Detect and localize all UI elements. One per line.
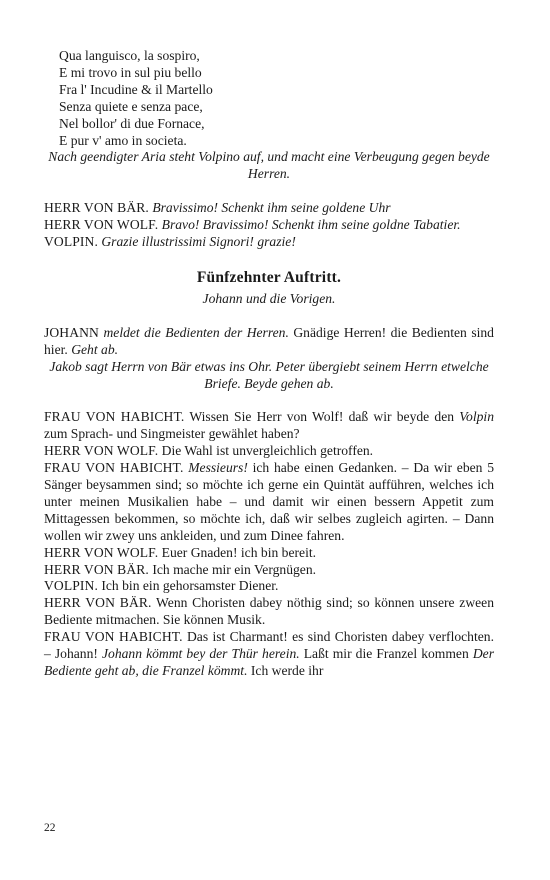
- dialogue-line: [44, 443, 494, 460]
- verse-line: E mi trovo in sul piu bello: [59, 64, 202, 80]
- speech-text: Wenn Choristen dabey nöthig sind; so können unsere zween Bediente mitmachen. Sie können Musik.: [44, 595, 495, 628]
- speech-text: Ich werde ihr: [250, 663, 324, 678]
- stage-direction: Nach geendigter Aria steht Volpino auf, und macht eine Verbeugung gegen beyde Herren.: [48, 149, 490, 182]
- speech-text: Das ist Charmant! es sind Choristen dabey verflochten. – Johann!: [44, 629, 494, 662]
- speech-text-italic: Messieurs!: [188, 460, 248, 476]
- dialogue-line: [44, 234, 494, 251]
- speech-text: Ich bin ein gehorsamster Diener.: [101, 578, 279, 594]
- stage-direction-inline: Geht ab.: [71, 341, 119, 357]
- speaker-name: VOLPIN.: [44, 234, 98, 250]
- spacer: [44, 183, 494, 200]
- verse-line: Senza quiete e senza pace,: [59, 98, 203, 114]
- speaker-name: VOLPIN.: [44, 578, 98, 594]
- speech-text: Wissen Sie Herr von Wolf! daß wir beyde den: [189, 409, 455, 425]
- stage-direction-inline: meldet die Bedienten der Herren.: [103, 324, 289, 340]
- speech-text: Grazie illustrissimi Signori! grazie!: [101, 234, 296, 250]
- verse-line: Fra l' Incudine & il Martello: [59, 81, 213, 97]
- speech-text: Bravo! Bravissimo! Schenkt ihm seine goldne Tabatier.: [161, 217, 461, 233]
- scene-title: Fünfzehnter Auftritt.: [196, 268, 342, 286]
- speech-text: Ich mache mir ein Vergnügen.: [152, 561, 317, 577]
- speaker-name: FRAU VON HABICHT.: [44, 629, 183, 645]
- speaker-name: HERR VON WOLF.: [44, 544, 159, 560]
- verse-line: E pur v' amo in societa.: [59, 132, 187, 148]
- speaker-name: FRAU VON HABICHT.: [44, 460, 184, 476]
- speech-text: Die Wahl ist unvergleichlich getroffen.: [161, 443, 374, 459]
- verse-line: Qua languisco, la sospiro,: [59, 48, 200, 63]
- aria-verse: [44, 48, 494, 149]
- dialogue-line: [44, 629, 494, 680]
- speech-text: Gnädige Herren! die Bedienten sind hier.: [44, 324, 494, 357]
- stage-direction: Jakob sagt Herrn von Bär etwas ins Ohr. Peter übergiebt seinem Herrn etwelche Briefe. Beyde gehen ab.: [49, 358, 489, 391]
- spacer: [44, 308, 494, 325]
- dialogue-line: [44, 200, 494, 217]
- speech-text: zum Sprach- und Singmeister gewählet haben?: [44, 426, 300, 442]
- speaker-name: HERR VON BÄR.: [44, 561, 149, 577]
- speaker-name: HERR VON WOLF.: [44, 217, 159, 233]
- dialogue-line: [44, 545, 494, 562]
- stage-direction-inline: Johann kömmt bey der Thür herein.: [102, 646, 300, 662]
- dialogue-line: [44, 325, 494, 359]
- speaker-name: HERR VON BÄR.: [44, 200, 149, 216]
- dialogue-line: [44, 460, 494, 545]
- verse-line: Nel bollor' di due Fornace,: [59, 115, 205, 131]
- stage-direction-inline: Der Bediente geht ab, die Franzel kömmt.: [44, 646, 494, 678]
- speech-text: Laßt mir die Franzel kommen: [303, 646, 469, 662]
- dialogue-line: [44, 217, 494, 234]
- speaker-name: HERR VON WOLF.: [44, 443, 159, 459]
- spacer: [44, 392, 494, 409]
- dialogue-line: [44, 595, 494, 629]
- speaker-name: JOHANN: [44, 324, 99, 340]
- dialogue-line: [44, 562, 494, 579]
- speech-text: ich habe einen Gedanken. – Da wir eben 5 Sänger beysammen sind; so möchte ich gerne ein Quintät aufführen, welches ich unter meinen Musikalien habe – und damit wir einen bessern Appetit zum Mittagessen bekommen, so möchte ich, daß wir selbes zugleich agirten. – Dann wollen wir zwey uns ankleiden, und zum Dinee fahren.: [44, 460, 494, 543]
- scene-subtitle: Johann und die Vorigen.: [202, 290, 336, 306]
- speech-text: Euer Gnaden! ich bin bereit.: [161, 544, 317, 560]
- speaker-name: FRAU VON HABICHT.: [44, 409, 185, 425]
- dialogue-line: [44, 578, 494, 595]
- speech-text: Bravissimo! Schenkt ihm seine goldene Uhr: [152, 200, 391, 216]
- speech-text-italic: Volpin: [459, 409, 494, 425]
- dialogue-line: [44, 409, 494, 443]
- spacer: [44, 251, 494, 268]
- page-number: 22: [44, 822, 56, 834]
- speaker-name: HERR VON BÄR.: [44, 595, 152, 611]
